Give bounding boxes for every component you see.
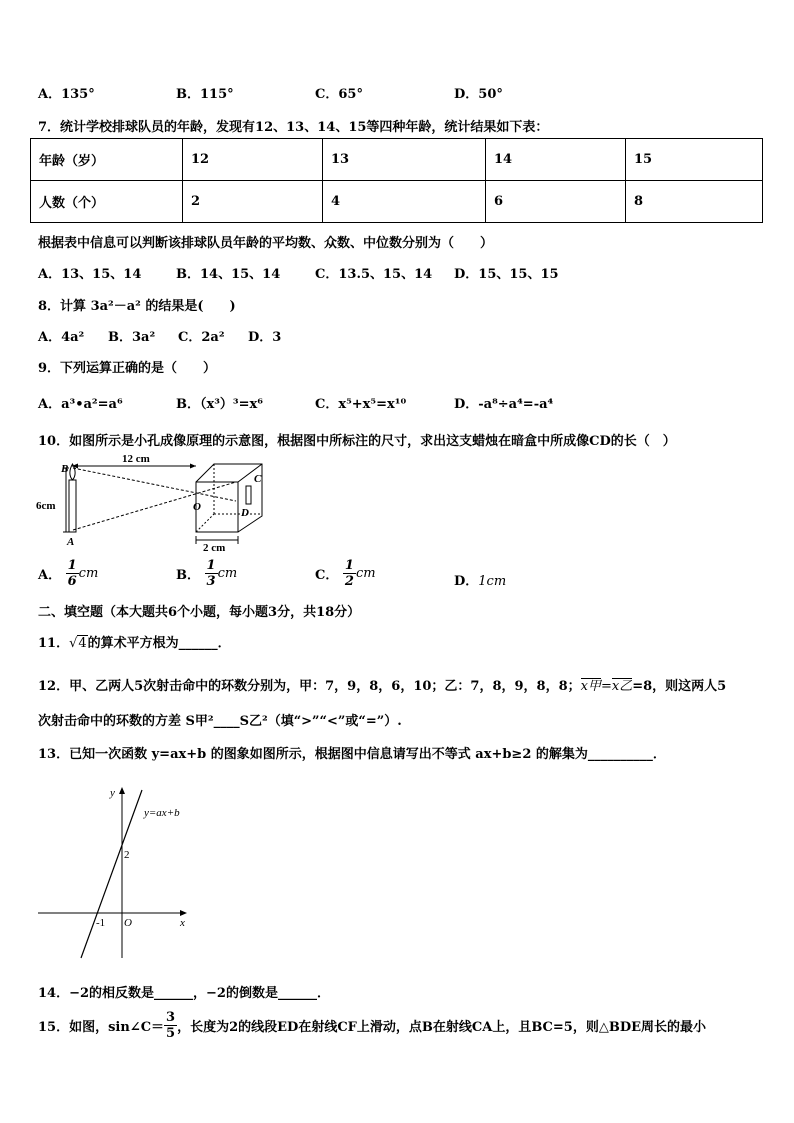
pinhole-diagram <box>36 452 272 552</box>
fig-label-12cm: 12 cm <box>122 453 150 465</box>
q7-stem: 7．统计学校排球队员的年龄，发现有12、13、14、15等四种年龄，统计结果如下表： <box>38 120 549 135</box>
q11-prefix: 11． <box>38 636 70 651</box>
q15 <box>38 1010 706 1041</box>
q6-option-a: A．135° <box>38 87 95 102</box>
q6-option-b: B．115° <box>176 87 234 102</box>
fig-label-2cm: 2 cm <box>203 542 226 552</box>
denominator: 6 <box>67 574 77 589</box>
table-cell: 2 <box>183 181 323 223</box>
graph-label-neg1: -1 <box>96 917 106 929</box>
fraction <box>66 558 79 589</box>
q12-line1 <box>38 675 726 694</box>
q13-stem: 13．已知一次函数 y=ax+b 的图象如图所示，根据图中信息请写出不等式 ax+b≥2 的解集为__________． <box>38 747 666 762</box>
q9-option-b: B．（x³）³=x⁶ <box>176 397 263 412</box>
section-heading: 二、填空题（本大题共6个小题，每小题3分，共18分） <box>38 605 361 620</box>
option-value: 1cm <box>478 574 507 589</box>
q8-option-d: D．3 <box>248 330 282 345</box>
q9-option-d: D．-a⁸÷a⁴=-a⁴ <box>454 397 554 412</box>
q8-stem: 8．计算 3a²－a² 的结果是( ) <box>38 299 236 314</box>
table-cell: 4 <box>323 181 486 223</box>
q10-option-c <box>315 558 376 589</box>
option-letter: B． <box>176 568 200 583</box>
q7-option-a: A．13、15、14 <box>38 267 142 282</box>
option-letter: D． <box>454 574 479 589</box>
table-cell: 人数（个） <box>31 181 183 223</box>
linear-function-graph <box>36 780 196 960</box>
q14: 14．−2的相反数是______，−2的倒数是______． <box>38 986 330 1001</box>
table-cell: 6 <box>486 181 626 223</box>
fig-label-d: D <box>241 507 249 519</box>
unit: cm <box>355 566 376 581</box>
q9-option-c: C．x⁵+x⁵=x¹⁰ <box>315 397 407 412</box>
sqrt-sign: √ <box>69 636 78 651</box>
q15-prefix: 15．如图，sin∠C＝ <box>38 1020 165 1035</box>
unit: cm <box>217 566 238 581</box>
fraction <box>164 1010 177 1041</box>
q8-option-c: C．2a² <box>178 330 225 345</box>
q8-option-b: B．3a² <box>108 330 156 345</box>
q11-radicand: 4 <box>78 636 87 651</box>
q10-option-b <box>176 558 237 589</box>
fraction <box>343 558 356 589</box>
graph-label-x: x <box>180 917 185 929</box>
fraction <box>205 558 218 589</box>
q12-line2: 次射击命中的环数的方差 S甲²____S乙²（填“>”“<”或“=”）. <box>38 714 402 729</box>
xbar-jia: x甲 <box>580 679 601 694</box>
q10-option-a <box>38 558 98 589</box>
denominator: 2 <box>344 574 354 589</box>
q7-option-b: B．14、15、14 <box>176 267 281 282</box>
unit: cm <box>78 566 99 581</box>
graph-label-y: y <box>110 787 115 799</box>
graph-label-2: 2 <box>124 849 130 861</box>
age-table <box>30 138 763 223</box>
q11 <box>38 632 231 651</box>
q10-option-d <box>454 570 506 589</box>
q9-option-a: A．a³•a²=a⁶ <box>38 397 123 412</box>
numerator: 1 <box>206 558 216 573</box>
option-letter: A． <box>38 568 62 583</box>
fig-label-o: O <box>193 501 201 513</box>
table-row <box>31 139 763 181</box>
q12-text-end: =8，则这两人5 <box>632 679 727 694</box>
q15-suffix: ，长度为2的线段ED在射线CF上滑动，点B在射线CA上，且BC=5，则△BDE周长的最小 <box>177 1020 706 1035</box>
q7-option-c: C．13.5、15、14 <box>315 267 433 282</box>
table-cell: 8 <box>626 181 763 223</box>
denominator: 5 <box>166 1026 176 1041</box>
graph-label-o: O <box>124 917 132 929</box>
fig-label-6cm: 6cm <box>36 500 56 512</box>
q8-option-a: A．4a² <box>38 330 85 345</box>
fig-label-b: B <box>61 463 69 475</box>
q10-stem: 10．如图所示是小孔成像原理的示意图，根据图中所标注的尺寸，求出这支蜡烛在暗盒中所成像CD的长（ ） <box>38 434 676 449</box>
xbar-yi: x乙 <box>611 679 633 694</box>
q6-option-c: C．65° <box>315 87 363 102</box>
table-row <box>31 181 763 223</box>
denominator: 3 <box>206 574 216 589</box>
table-cell: 15 <box>626 139 763 181</box>
table-cell: 12 <box>183 139 323 181</box>
q6-option-d: D．50° <box>454 87 503 102</box>
q11-suffix: 的算术平方根为______． <box>87 636 231 651</box>
table-cell: 年龄（岁） <box>31 139 183 181</box>
q7-question: 根据表中信息可以判断该排球队员年龄的平均数、众数、中位数分别为（ ） <box>38 236 494 251</box>
option-letter: C． <box>315 568 339 583</box>
q12-text: 12．甲、乙两人5次射击命中的环数分别为，甲：7，9，8，6，10；乙：7，8，9，8，8； <box>38 679 581 694</box>
table-cell: 13 <box>323 139 486 181</box>
numerator: 3 <box>166 1010 176 1025</box>
graph-label-func: y=ax+b <box>144 807 180 819</box>
numerator: 1 <box>344 558 354 573</box>
table-cell: 14 <box>486 139 626 181</box>
q7-option-d: D．15、15、15 <box>454 267 559 282</box>
equals: = <box>600 679 612 694</box>
fig-label-a: A <box>67 536 75 548</box>
numerator: 1 <box>67 558 77 573</box>
fig-label-c: C <box>254 473 262 485</box>
q9-stem: 9．下列运算正确的是（ ） <box>38 361 217 376</box>
